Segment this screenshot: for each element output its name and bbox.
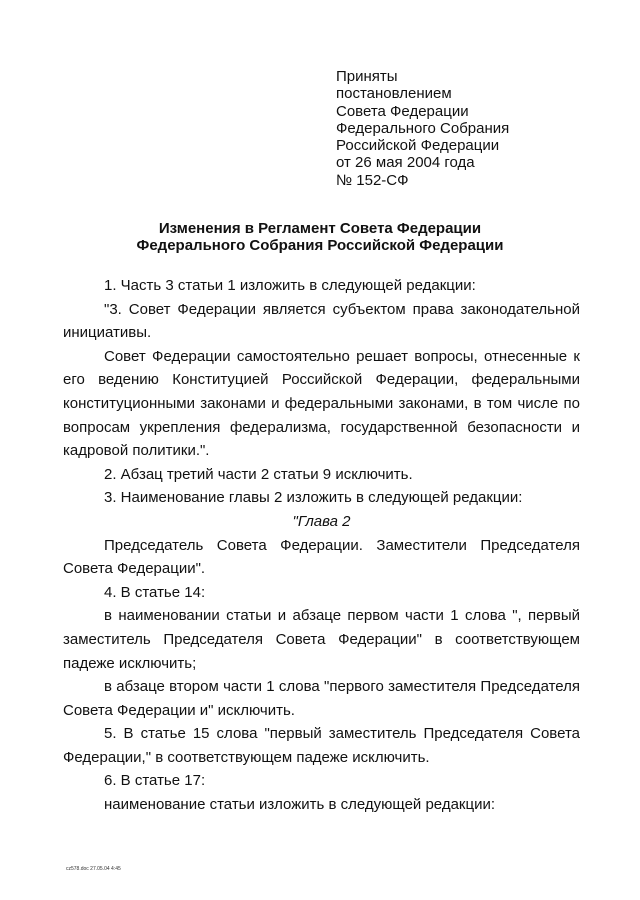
paragraph-item-6-sub-1: наименование статьи изложить в следующей редакции:	[104, 796, 495, 814]
paragraph-item-6: 6. В статье 17:	[104, 772, 206, 790]
adoption-line: Совета Федерации	[336, 102, 469, 120]
chapter-title-text: Председатель Совета Федерации. Заместители Председателя Совета Федерации".	[63, 536, 580, 578]
adoption-number: № 152-СФ	[336, 171, 409, 189]
chapter-heading: "Глава 2	[292, 512, 351, 530]
paragraph-quote-part-3: "3. Совет Федерации является субъектом права законодательной инициативы.	[63, 300, 580, 342]
adoption-block	[336, 68, 576, 189]
paragraph-item-1: 1. Часть 3 статьи 1 изложить в следующей редакции:	[104, 277, 476, 294]
document-title-line-1: Изменения в Регламент Совета Федерации	[158, 220, 482, 237]
paragraph-item-5: 5. В статье 15 слова "первый заместитель Председателя Совета Федерации," в соответствующем падеже исключить.	[63, 725, 580, 766]
paragraph-item-4-sub-2: в абзаце втором части 1 слова "первого заместителя Председателя Совета Федерации и" исключить.	[63, 678, 580, 719]
file-footer: cz578.doc 27.05.04 4:45	[66, 866, 121, 872]
document-title-line-2: Федерального Собрания Российской Федерации	[136, 237, 504, 254]
paragraph-item-4-sub-1: в наименовании статьи и абзаце первом части 1 слова ", первый заместитель Председателя Совета Федерации" в соответствующем падеже исключить;	[63, 607, 580, 672]
adoption-line: Приняты	[336, 68, 398, 85]
adoption-line: Российской Федерации	[336, 137, 500, 155]
document-title	[60, 220, 580, 254]
paragraph-quote-continuation: Совет Федерации самостоятельно решает вопросы, отнесенные к его ведению Конституцией Российской Федерации, федеральными конституционными законами и федеральными законами, в том числе по вопросам укрепления федерализма, государственной безопасности и кадровой политики.".	[63, 347, 580, 460]
adoption-line: постановлением	[336, 85, 452, 103]
document-body	[63, 274, 580, 817]
adoption-date: от 26 мая 2004 года	[336, 154, 475, 172]
paragraph-item-3: 3. Наименование главы 2 изложить в следующей редакции:	[104, 489, 523, 507]
paragraph-item-2: 2. Абзац третий части 2 статьи 9 исключить.	[104, 465, 413, 483]
paragraph-item-4: 4. В статье 14:	[104, 583, 206, 601]
adoption-line: Федерального Собрания	[336, 119, 510, 137]
